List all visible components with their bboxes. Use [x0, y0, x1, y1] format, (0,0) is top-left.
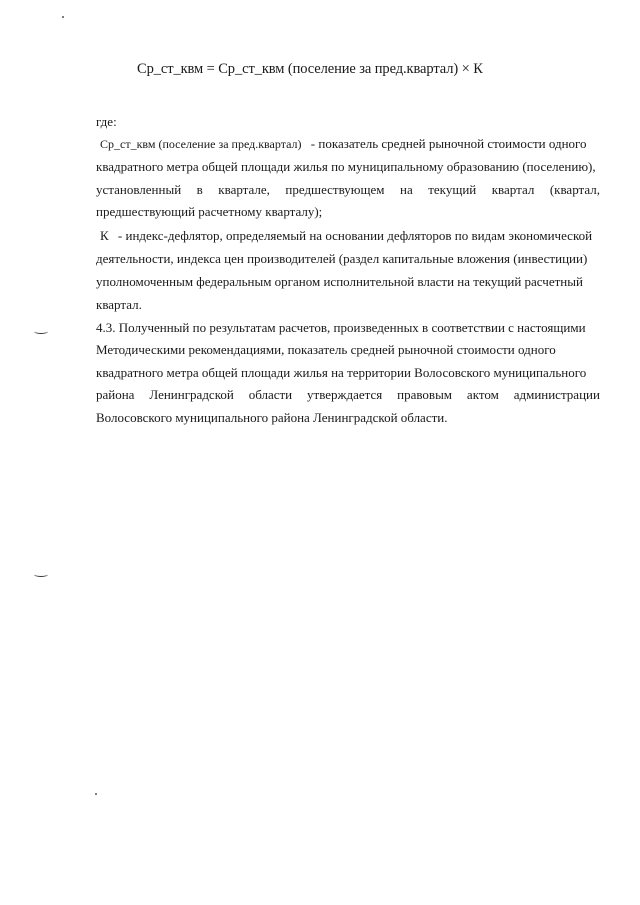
- word: квартале,: [218, 182, 270, 197]
- binding-mark-lower: [34, 572, 48, 577]
- word: актом: [466, 387, 499, 402]
- definition-1-line-1: [100, 136, 604, 152]
- definition-1-text-start: - показатель средней рыночной стоимости одного: [310, 136, 587, 151]
- word: установленный: [96, 182, 182, 197]
- definition-1-line-3: [96, 182, 600, 198]
- definition-2-text-start: - индекс-дефлятор, определяемый на основании дефляторов по видам экономической: [117, 228, 593, 243]
- definition-1-symbol: Ср_ст_квм (поселение за пред.квартал): [100, 137, 302, 151]
- word: (квартал,: [549, 182, 600, 197]
- word: области: [248, 387, 293, 402]
- paragraph-4-3-line-1: 4.3. Полученный по результатам расчетов, произведенных в соответствии с настоящими: [96, 320, 586, 335]
- word: на: [400, 182, 413, 197]
- definition-2-line-2: деятельности, индекса цен производителей (раздел капитальные вложения (инвестиции): [96, 251, 588, 266]
- definition-2-line-1: [100, 228, 604, 244]
- paragraph-4-3-line-3: квадратного метра общей площади жилья на территории Волосовского муниципального: [96, 365, 587, 380]
- paragraph-4-3-line-2: Методическими рекомендациями, показатель средней рыночной стоимости одного: [96, 342, 556, 357]
- binding-mark-upper: [34, 329, 48, 334]
- paragraph-4-3-line-4: [96, 387, 600, 403]
- word: Ленинградской: [149, 387, 234, 402]
- word: правовым: [397, 387, 453, 402]
- definition-2-line-4: квартал.: [96, 297, 142, 312]
- word: в: [196, 182, 203, 197]
- word: текущий: [428, 182, 477, 197]
- word: района: [96, 387, 135, 402]
- definition-2-symbol: К: [100, 228, 109, 243]
- word: администрации: [513, 387, 600, 402]
- formula: Ср_ст_квм = Ср_ст_квм (поселение за пред.квартал) × К: [137, 61, 483, 77]
- paragraph-4-3-line-5: Волосовского муниципального района Ленинградской области.: [96, 410, 448, 425]
- where-label: где:: [96, 114, 117, 129]
- definition-2-line-3: уполномоченным федеральным органом исполнительной власти на текущий расчетный: [96, 274, 583, 289]
- scan-speck-bottom: [95, 793, 97, 795]
- definition-1-line-2: квадратного метра общей площади жилья по муниципальному образованию (поселению),: [96, 159, 596, 174]
- word: квартал: [491, 182, 535, 197]
- definition-1-line-4: предшествующий расчетному кварталу);: [96, 204, 323, 219]
- word: предшествующем: [285, 182, 385, 197]
- word: утверждается: [307, 387, 383, 402]
- scan-speck-top: [62, 16, 64, 18]
